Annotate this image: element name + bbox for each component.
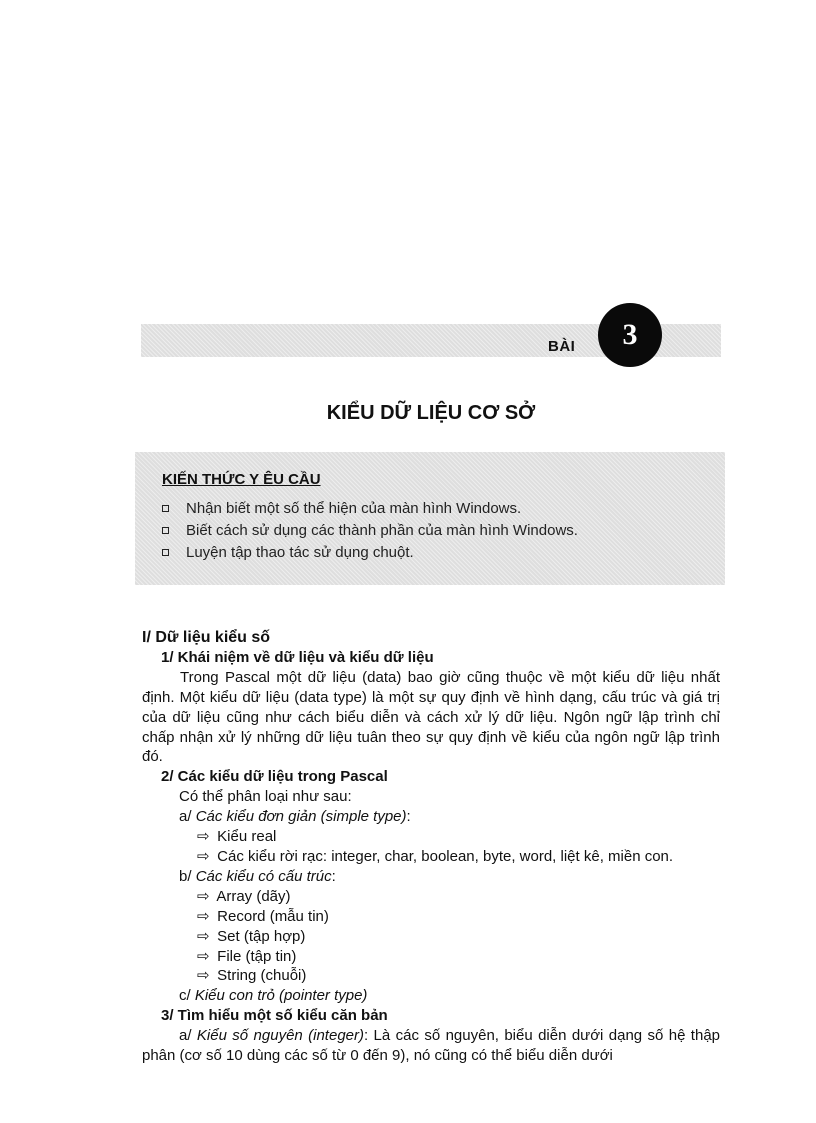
paragraph: Trong Pascal một dữ liệu (data) bao giờ cũng thuộc về một kiểu dữ liệu nhất định. Một kiểu dữ liệu (data type) là một sự quy định về hình dạng, cấu trúc và giá trị của dữ liệu cũng như cách biểu diễn và cách xử lý dữ liệu. Ngôn ngữ lập trình chỉ chấp nhận xử lý những dữ liệu tuân theo sự quy định về kiểu của ngôn ngữ lập trình đó. — [142, 668, 720, 766]
subsection-heading: 1/ Khái niệm về dữ liệu và kiểu dữ liệu — [161, 648, 434, 666]
arrow-right-icon: ⇨ — [197, 907, 210, 925]
paragraph: Có thể phân loại như sau: — [179, 788, 352, 806]
lesson-label: BÀI — [548, 338, 576, 355]
arrow-right-icon: ⇨ — [197, 967, 210, 985]
requirements-list — [160, 497, 578, 563]
lesson-number-badge: 3 — [598, 303, 662, 367]
list-item: ⇨ Array (dãy) — [197, 887, 291, 905]
subsection-heading: 3/ Tìm hiểu một số kiểu căn bản — [161, 1007, 388, 1025]
square-bullet-icon — [162, 549, 169, 556]
list-heading: c/ Kiểu con trỏ (pointer type) — [179, 987, 368, 1005]
list-item: Nhận biết một số thể hiện của màn hình Windows. — [160, 497, 578, 519]
section-heading: I/ Dữ liệu kiểu số — [142, 629, 271, 646]
arrow-right-icon: ⇨ — [197, 887, 210, 905]
list-item: ⇨ Các kiểu rời rạc: integer, char, boolean, byte, word, liệt kê, miền con. — [197, 847, 674, 865]
paragraph: a/ Kiểu số nguyên (integer): Là các số nguyên, biểu diễn dưới dạng số hệ thập phân (cơ số 10 dùng các số từ 0 đến 9), nó cũng có thể biểu diễn dưới — [142, 1027, 721, 1065]
list-heading: b/ Các kiểu có cấu trúc: — [179, 867, 336, 885]
arrow-right-icon: ⇨ — [197, 847, 210, 865]
list-item: ⇨ Set (tập hợp) — [197, 927, 306, 945]
square-bullet-icon — [162, 527, 169, 534]
body-content — [142, 628, 720, 1066]
subsection-heading: 2/ Các kiểu dữ liệu trong Pascal — [161, 768, 388, 786]
list-item: Luyện tập thao tác sử dụng chuột. — [160, 541, 578, 563]
list-item: ⇨ String (chuỗi) — [197, 967, 307, 985]
arrow-right-icon: ⇨ — [197, 927, 210, 945]
list-item: ⇨ Record (mẫu tin) — [197, 907, 329, 925]
arrow-right-icon: ⇨ — [197, 947, 210, 965]
arrow-right-icon: ⇨ — [197, 828, 210, 846]
list-heading: a/ Các kiểu đơn giản (simple type): — [179, 808, 411, 826]
list-item: ⇨ File (tập tin) — [197, 947, 297, 965]
square-bullet-icon — [162, 505, 169, 512]
list-item: Biết cách sử dụng các thành phần của màn hình Windows. — [160, 519, 578, 541]
list-item: ⇨ Kiểu real — [197, 828, 277, 846]
requirements-heading: KIẾN THỨC Y ÊU CẦU — [162, 471, 321, 488]
page-title: KIỂU DỮ LIỆU CƠ SỞ — [326, 402, 536, 424]
